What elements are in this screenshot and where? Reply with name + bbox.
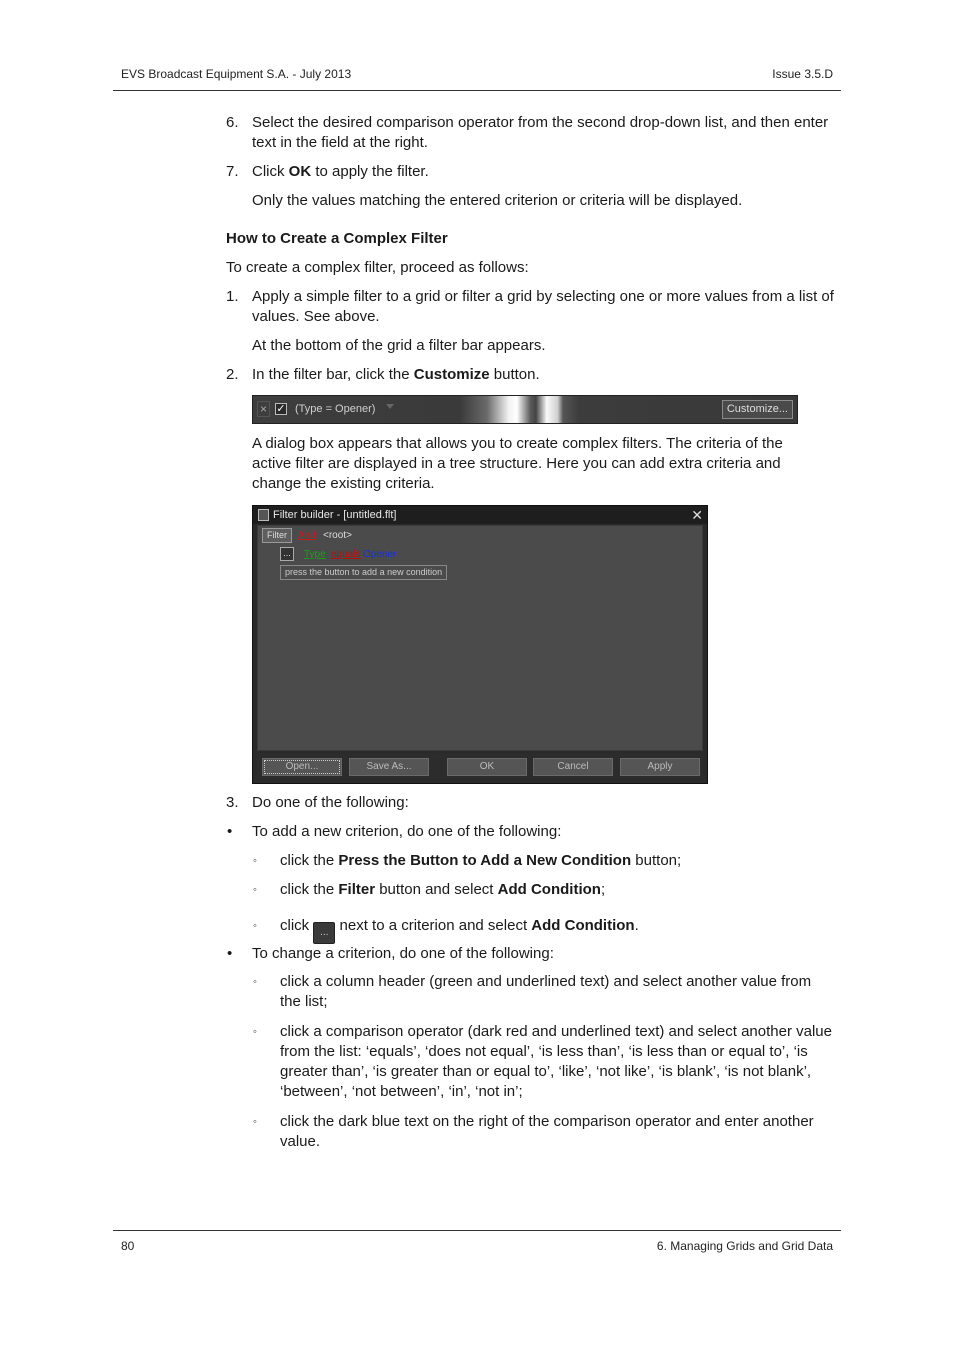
header-left: EVS Broadcast Equipment S.A. - July 2013 [121,67,352,81]
close-icon[interactable]: ✕ [691,507,703,523]
sub-bullet-text: click a comparison operator (dark red and underlined text) and select another value from the list: ‘equals’, ‘does not equal’, ‘is less than’, ‘is less than or equal to’, ‘is greater than’, ‘is greater than or equal to’, ‘like’, ‘not like’, ‘is blank’, ‘is not blank’, ‘between’, ‘not between’, ‘in’, ‘not in’; [280,1023,832,1100]
apply-button[interactable]: Apply [620,758,700,776]
dialog-body [257,525,703,751]
field-label[interactable]: Type [304,549,326,560]
bullet-mark: • [227,945,233,962]
dialog-description: A dialog box appears that allows you to create complex filters. The criteria of the active filter are displayed in a tree structure. Here you can add extra criteria and change the existing criteria. [252,435,783,492]
customize-button[interactable]: Customize... [722,400,793,419]
sub-bullet-text: click the dark blue text on the right of the comparison operator and enter another value. [280,1113,814,1150]
bullet-text: To add a new criterion, do one of the following: [252,823,562,840]
page-number: 80 [121,1239,135,1253]
open-button[interactable]: Open... [262,758,342,776]
filter-bar-screenshot [252,395,798,424]
chapter-title: 6. Managing Grids and Grid Data [656,1239,833,1253]
ellipsis-button[interactable]: ... [280,547,294,561]
save-as-button[interactable]: Save As... [349,758,429,776]
step-number: 1. [226,288,239,305]
operator-label[interactable]: equals [331,549,361,560]
sub-bullet-mark: ◦ [253,1026,257,1038]
filter-text: (Type = Opener) [295,403,376,415]
page-footer [113,1230,841,1263]
sub-bullet-text: click ... next to a criterion and select Add Condition. [280,916,639,944]
add-condition-button[interactable]: press the button to add a new condition [280,565,447,580]
and-label[interactable]: And [298,530,316,541]
sub-bullet-text: click the Press the Button to Add a New Condition button; [280,852,682,869]
sub-bullet-mark: ◦ [253,884,257,896]
step-text: Do one of the following: [252,794,409,811]
header-right: Issue 3.5.D [772,67,833,81]
ok-button[interactable]: OK [447,758,527,776]
intro-text: To create a complex filter, proceed as follows: [226,259,529,276]
filter-builder-dialog [252,505,708,784]
ellipsis-icon: ... [313,922,335,944]
cancel-button[interactable]: Cancel [533,758,613,776]
filter-button[interactable]: Filter [262,528,292,543]
checkbox[interactable]: ✓ [276,403,286,415]
sub-bullet-mark: ◦ [253,976,257,988]
bullet-text: To change a criterion, do one of the following: [252,945,554,962]
bullet-mark: • [227,823,233,840]
chevron-down-icon[interactable] [386,404,394,409]
step-note: At the bottom of the grid a filter bar appears. [252,337,546,354]
sub-bullet-text: click the Filter button and select Add Condition; [280,881,606,898]
step-number: 7. [226,163,239,180]
step-number: 6. [226,114,239,131]
step-text: In the filter bar, click the Customize button. [252,366,540,383]
app-icon [258,509,269,521]
root-label: <root> [323,530,352,541]
sub-bullet-mark: ◦ [253,920,257,932]
step-text: Select the desired comparison operator from the second drop-down list, and then enter text in the field at the right. [252,114,829,151]
step-text: Apply a simple filter to a grid or filter a grid by selecting one or more values from a list of values. See above. [252,288,834,325]
sub-bullet-text: click a column header (green and underlined text) and select another value from the list; [280,973,812,1010]
dialog-button-bar [257,753,703,779]
step-note: Only the values matching the entered criterion or criteria will be displayed. [252,192,743,209]
step-text: Click OK to apply the filter. [252,163,429,180]
value-label[interactable]: Opener [363,549,397,560]
sub-bullet-mark: ◦ [253,1116,257,1128]
step-number: 3. [226,794,239,811]
close-icon[interactable]: × [257,401,270,417]
section-title: How to Create a Complex Filter [226,230,448,247]
page-header [113,66,841,91]
step-number: 2. [226,366,239,383]
dialog-title: Filter builder - [untitled.flt] [253,506,707,524]
sub-bullet-mark: ◦ [253,855,257,867]
